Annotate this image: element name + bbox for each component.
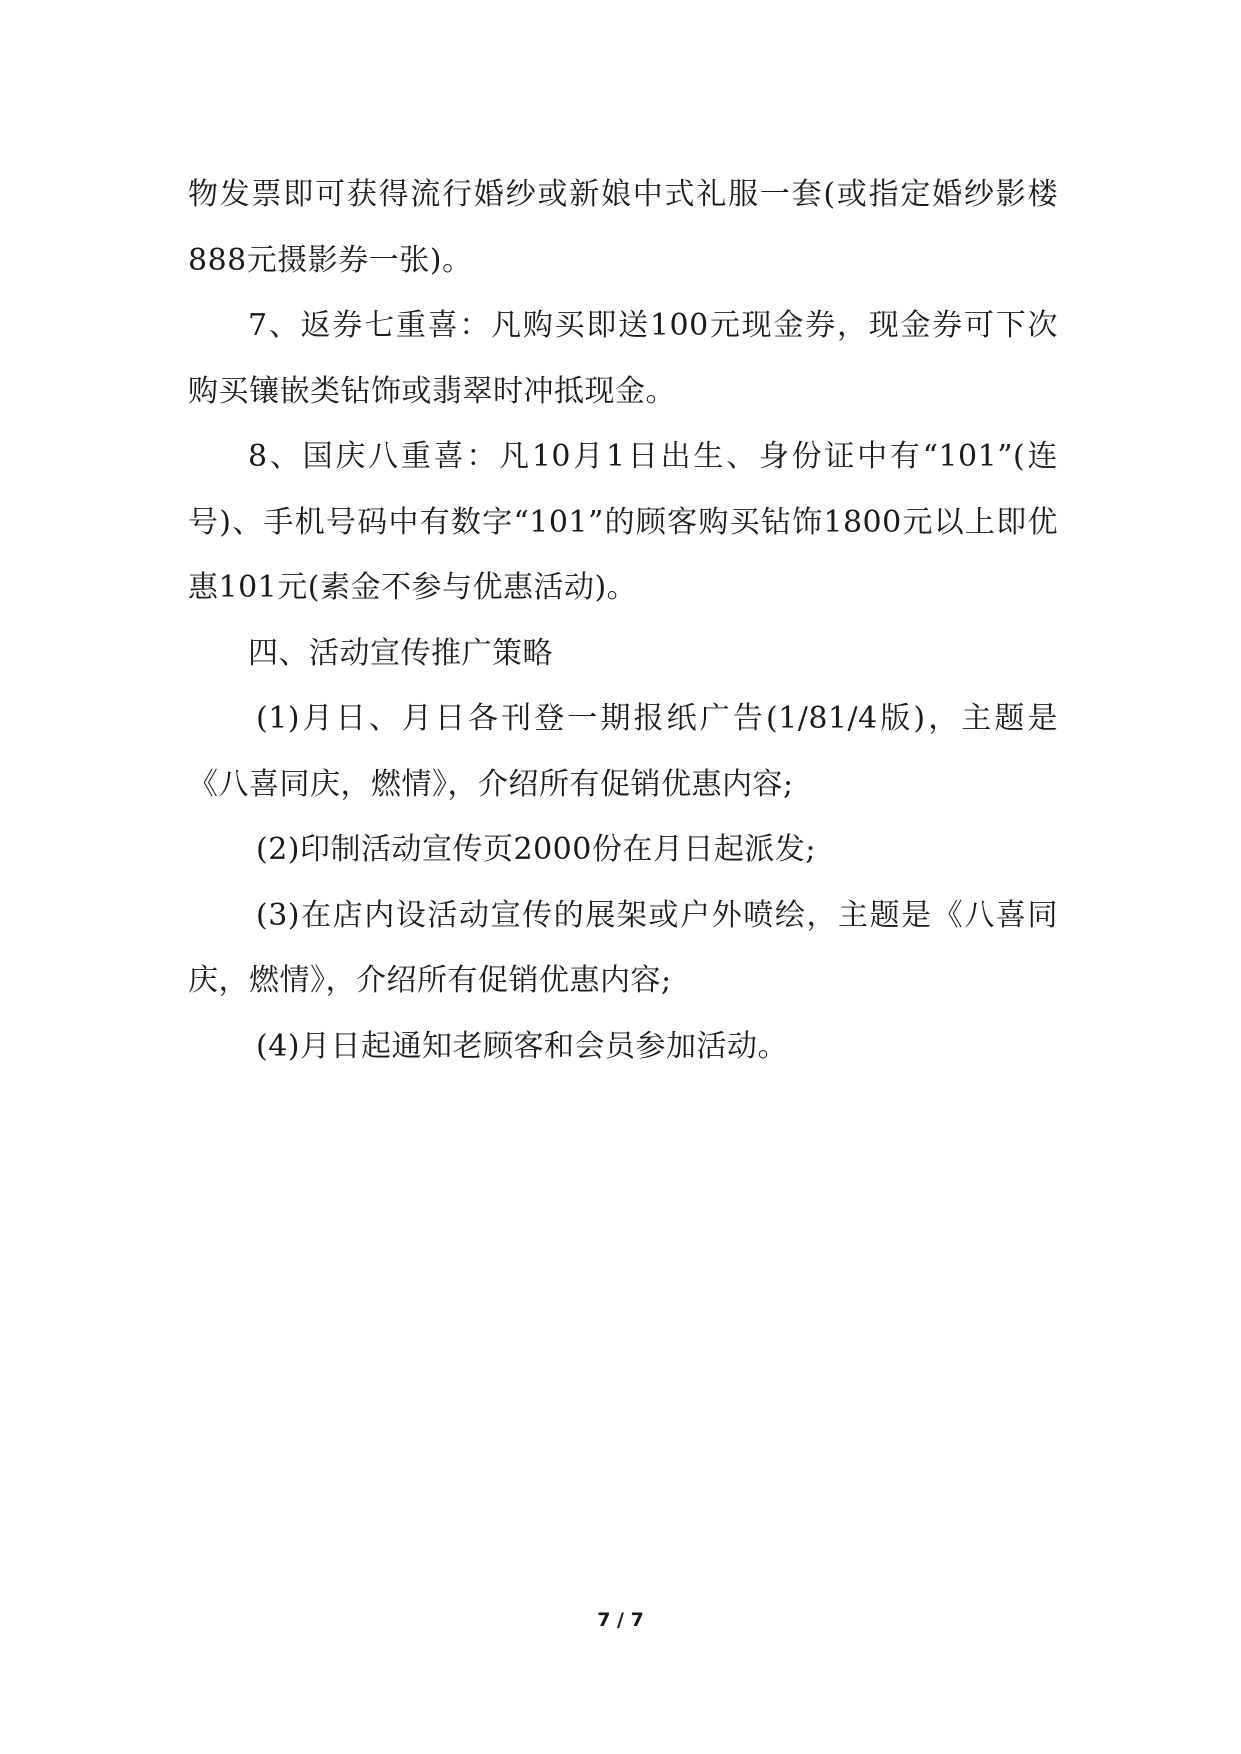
section-heading: 四、活动宣传推广策略 xyxy=(248,635,553,671)
paragraph-strategy-4: (4)月日起通知老顾客和会员参加活动。 xyxy=(256,1028,788,1064)
paragraph-strategy-2: (2)印制活动宣传页2000份在月日起派发; xyxy=(256,832,816,867)
paragraph-item-7: 7、返券七重喜：凡购买即送100元现金券，现金券可下次购买镶嵌类钻饰或翡翠时冲抵现金。 xyxy=(188,308,1058,409)
paragraph-strategy-3: (3)在店内设活动宣传的展架或户外喷绘，主题是《八喜同庆，燃情》，介绍所有促销优惠内容; xyxy=(188,897,1058,998)
paragraph-strategy-1: (1)月日、月日各刊登一期报纸广告(1/81/4版)，主题是《八喜同庆，燃情》，介绍所有促销优惠内容; xyxy=(188,701,1058,802)
page-number: 7 / 7 xyxy=(597,1609,644,1631)
paragraph-continuation: 物发票即可获得流行婚纱或新娘中式礼服一套(或指定婚纱影楼888元摄影券一张)。 xyxy=(188,177,1058,278)
document-body xyxy=(188,162,1058,1079)
paragraph-item-8: 8、国庆八重喜：凡10月1日出生、身份证中有“101”(连号)、手机号码中有数字“101”的顾客购买钻饰1800元以上即优惠101元(素金不参与优惠活动)。 xyxy=(188,439,1058,605)
